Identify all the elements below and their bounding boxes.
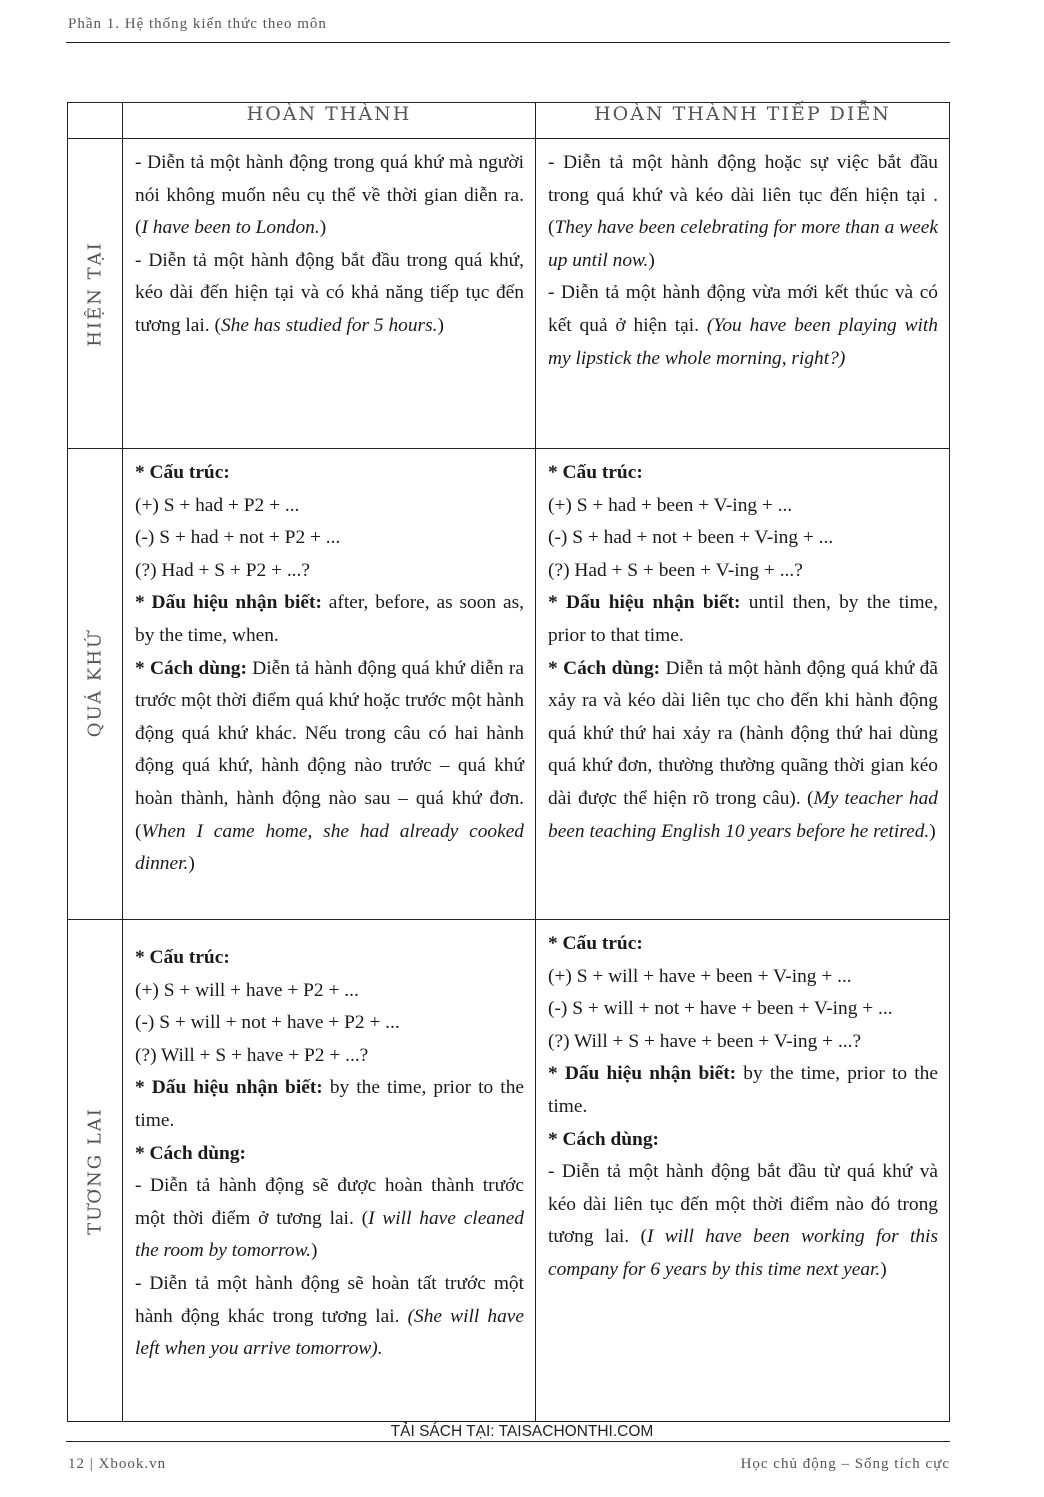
row-label-future: TƯƠNG LAI xyxy=(68,920,123,1422)
signs: * Dấu hiệu nhận biết: by the time, prior to the time. xyxy=(548,1063,938,1117)
column-header-perfect-continuous: HOÀN THÀNH TIẾP DIỄN xyxy=(536,103,950,139)
usage: - Diễn tả hành động sẽ được hoàn thành trước một thời điểm ở tương lai. (I will have cleaned the room by tomorrow.) xyxy=(135,1175,524,1262)
example: They have been celebrating for more than a week up until now. xyxy=(548,217,938,271)
formula-positive: (+) S + had + been + V-ing + ... xyxy=(548,494,793,516)
formula-question: (?) Had + S + been + V-ing + ...? xyxy=(548,559,803,581)
paragraph: - Diễn tả một hành động vừa mới kết thúc và có kết quả ở hiện tại. (You have been playing with my lipstick the whole morning, right?) xyxy=(548,282,939,369)
structure-heading: * Cấu trúc: xyxy=(135,462,230,483)
formula-question: (?) Had + S + P2 + ...? xyxy=(135,559,310,581)
signs: * Dấu hiệu nhận biết: after, before, as soon as, by the time, when. xyxy=(135,592,524,646)
example: (She will have left when you arrive tomorrow). xyxy=(135,1305,524,1360)
example: I will have cleaned the room by tomorrow. xyxy=(135,1207,524,1262)
formula-negative: (-) S + had + not + been + V-ing + ... xyxy=(548,527,834,549)
signs: * Dấu hiệu nhận biết: until then, by the time, prior to that time. xyxy=(548,592,939,646)
paragraph: - Diễn tả một hành động trong quá khứ mà người nói không muốn nêu cụ thể về thời gian diễn ra. (I have been to London.) xyxy=(135,152,524,239)
usage: - Diễn tả một hành động sẽ hoàn tất trước một hành động khác trong tương lai. (She will have left when you arrive tomorrow). xyxy=(135,1272,524,1360)
formula-negative: (-) S + will + not + have + been + V-ing + ... xyxy=(548,998,893,1020)
slogan: Học chủ động – Sống tích cực xyxy=(740,1456,950,1472)
usage: - Diễn tả một hành động bắt đầu từ quá khứ và kéo dài liên tục đến một thời điểm nào đó trong tương lai. (I will have been working for this company for 6 years by this time next year.) xyxy=(548,1161,938,1280)
example: (You have been playing with my lipstick the whole morning, right?) xyxy=(548,314,939,369)
formula-positive: (+) S + had + P2 + ... xyxy=(135,494,300,516)
download-link[interactable]: TẢI SÁCH TẠI: TAISACHONTHI.COM xyxy=(390,1423,654,1440)
formula-question: (?) Will + S + have + P2 + ...? xyxy=(135,1044,369,1066)
structure-heading: * Cấu trúc: xyxy=(548,462,643,483)
usage-heading: * Cách dùng: xyxy=(135,1142,246,1164)
tense-comparison-table xyxy=(67,102,950,1422)
example: When I came home, she had already cooked dinner. xyxy=(135,820,524,875)
structure-heading: * Cấu trúc: xyxy=(135,947,230,968)
formula-positive: (+) S + will + have + been + V-ing + ... xyxy=(548,965,852,987)
corner-cell xyxy=(68,103,123,139)
formula-negative: (-) S + will + not + have + P2 + ... xyxy=(135,1012,400,1034)
table-row-future xyxy=(68,920,950,1422)
formula-question: (?) Will + S + have + been + V-ing + ...? xyxy=(548,1030,862,1052)
paragraph: - Diễn tả một hành động hoặc sự việc bắt đầu trong quá khứ và kéo dài liên tục đến hiện tại . (They have been celebrating for more than a week up until now.) xyxy=(548,152,938,271)
example: I have been to London. xyxy=(141,217,320,239)
row-label-past: QUÁ KHỨ xyxy=(68,449,123,920)
usage: * Cách dùng: Diễn tả một hành động quá khứ đã xảy ra và kéo dài liên tục cho đến khi hành động quá khứ thứ hai xảy ra (hành động thứ hai dùng quá khứ đơn, thường thường quãng thời gian kéo dài được thể hiện rõ trong câu). (My teacher had been teaching English 10 years before he retired.) xyxy=(548,657,938,842)
signs: * Dấu hiệu nhận biết: by the time, prior to the time. xyxy=(135,1077,524,1131)
cell-past-perfect xyxy=(123,449,536,920)
usage: * Cách dùng: Diễn tả hành động quá khứ diễn ra trước một thời điểm quá khứ hoặc trước một hành động quá khứ khác. Nếu trong câu có hai hành động quá khứ, hành động nào trước – quá khứ hoàn thành, hành động nào sau – quá khứ đơn. (When I came home, she had already cooked dinner.) xyxy=(135,657,524,875)
footer-divider xyxy=(66,1441,950,1442)
example: My teacher had been teaching English 10 years before he retired. xyxy=(548,787,938,842)
table-row-present xyxy=(68,139,950,449)
formula-positive: (+) S + will + have + P2 + ... xyxy=(135,979,359,1001)
paragraph: - Diễn tả một hành động bắt đầu trong quá khứ, kéo dài đến hiện tại và có khả năng tiếp tục đến tương lai. (She has studied for 5 hours.) xyxy=(135,249,524,336)
running-header: Phần 1. Hệ thống kiến thức theo môn xyxy=(68,16,327,32)
structure-heading: * Cấu trúc: xyxy=(548,933,643,954)
example: She has studied for 5 hours. xyxy=(220,314,438,336)
header-divider xyxy=(66,42,950,43)
cell-future-perfect-continuous xyxy=(536,920,950,1422)
table-header-row xyxy=(68,103,950,139)
row-label-present: HIỆN TẠI xyxy=(68,139,123,449)
cell-present-perfect-continuous xyxy=(536,139,950,449)
page-info: 12 | Xbook.vn xyxy=(68,1456,167,1472)
cell-past-perfect-continuous xyxy=(536,449,950,920)
table-row-past xyxy=(68,449,950,920)
column-header-perfect: HOÀN THÀNH xyxy=(123,103,536,139)
example: I will have been working for this company for 6 years by this time next year. xyxy=(548,1226,938,1280)
cell-future-perfect xyxy=(123,920,536,1422)
formula-negative: (-) S + had + not + P2 + ... xyxy=(135,527,341,549)
usage-heading: * Cách dùng: xyxy=(548,1128,659,1150)
cell-present-perfect xyxy=(123,139,536,449)
